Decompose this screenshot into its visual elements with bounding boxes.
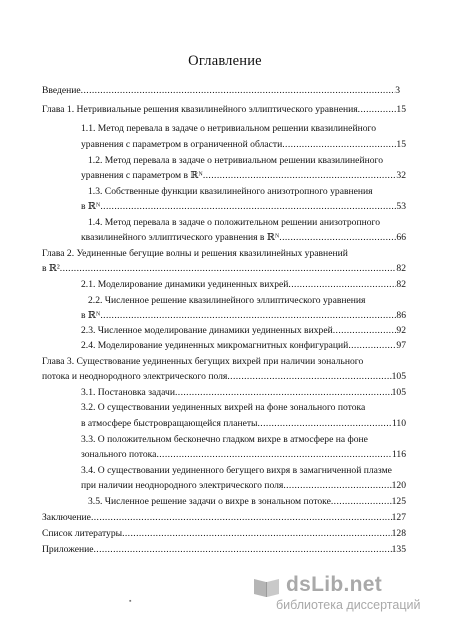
watermark (248, 573, 438, 613)
toc-entry-text: при наличии неоднородного электрического поля (81, 480, 284, 491)
toc-entry-page: 110 (391, 418, 406, 429)
dot-leader (60, 263, 397, 275)
toc-entry (42, 85, 400, 97)
toc-entry-text: Введение (42, 85, 81, 96)
toc-entry (88, 496, 406, 508)
toc-entry-page: 66 (396, 232, 406, 243)
toc-entry-page: 15 (396, 139, 406, 150)
dot-leader (91, 512, 392, 524)
dot-leader (227, 371, 391, 383)
toc-entry-text: Глава 1. Нетривиальные решения квазилинейного эллиптического уравнения (42, 104, 358, 115)
toc-entry (81, 340, 406, 352)
toc-entry-page: 15 (396, 104, 406, 115)
toc-entry-text: в ℝᴺ (81, 201, 101, 212)
toc-entry-text: Глава 3. Существование уединенных бегущих вихрей при наличии зонального (42, 356, 364, 367)
toc-entry-page: 135 (391, 544, 406, 555)
toc-entry (81, 418, 406, 430)
toc-entry-page: 125 (391, 496, 406, 507)
watermark-subtitle: библиотека диссертаций (276, 598, 421, 612)
dot-leader (279, 232, 396, 244)
toc-entry-text: потока и неоднородного электрического поля (42, 371, 228, 382)
watermark-name: dsLib.net (286, 573, 383, 596)
dot-leader (175, 387, 392, 399)
toc-entry (42, 528, 406, 540)
toc-entry (88, 186, 373, 198)
toc-entry-text: квазилинейного эллиптического уравнения в ℝᴺ (81, 232, 280, 243)
toc-entry (81, 325, 406, 337)
toc-entry-text: 2.4. Моделирование уединенных микромагнитных конфигураций (81, 340, 349, 351)
dot-leader (333, 325, 397, 337)
toc-entry-text: 1.2. Метод перевала в задаче о нетривиальном решении квазилинейного (88, 155, 384, 166)
toc-entry (42, 263, 406, 275)
toc-entry-text: 3.1. Постановка задачи (81, 387, 175, 398)
toc-entry-text: 2.2. Численное решение квазилинейного эллиптического уравнения (88, 295, 366, 306)
toc-entry (42, 371, 406, 383)
toc-entry-text: 1.4. Метод перевала в задаче о положительном решении анизотропного (88, 217, 380, 228)
dot-leader (100, 310, 396, 322)
toc-entry-page: 120 (391, 480, 406, 491)
toc-entry (81, 139, 406, 151)
dot-leader (258, 418, 392, 430)
toc-entry (81, 170, 406, 182)
toc-entry-page: 82 (396, 279, 406, 290)
toc-entry (81, 310, 406, 322)
toc-entry-text: в ℝ² (42, 263, 60, 274)
toc-entry (81, 232, 406, 244)
dot-leader (283, 480, 391, 492)
dot-leader (203, 170, 397, 182)
toc-entry-text: Приложение (42, 544, 94, 555)
dot-leader (358, 104, 397, 116)
toc-entry-text: в ℝᴺ (81, 310, 101, 321)
toc-entry (81, 480, 406, 492)
toc-entry-page: 128 (391, 528, 406, 539)
toc-entry-page: 53 (396, 201, 406, 212)
toc-entry (81, 434, 368, 446)
toc-entry (81, 123, 376, 135)
toc-entry-page: 92 (396, 325, 406, 336)
dot-leader (122, 528, 392, 540)
toc-entry-text: уравнения с параметром в ℝᴺ (81, 170, 203, 181)
toc-entry (81, 449, 406, 461)
toc-entry-page: 86 (396, 310, 406, 321)
dot-leader (282, 139, 396, 151)
page-title: Оглавление (188, 53, 262, 69)
toc-entry-text: 3.3. О положительном бесконечно гладком вихре в атмосфере на фоне (81, 434, 368, 445)
toc-entry-page: 32 (396, 170, 406, 181)
toc-entry-text: 1.1. Метод перевала в задаче о нетривиальном решении квазилинейного (81, 123, 377, 134)
toc-entry-page: 97 (396, 340, 406, 351)
toc-entry-page: 116 (391, 449, 406, 460)
toc-entry-text: 3.4. О существовании уединенного бегущего вихря в замагниченной плазме (81, 465, 392, 476)
toc-entry-text: 2.3. Численное моделирование динамики уединенных вихрей (81, 325, 333, 336)
toc-entry (81, 465, 392, 477)
toc-entry-text: Глава 2. Уединенные бегущие волны и решения квазилинейных уравнений (42, 248, 348, 259)
dot-leader (81, 85, 396, 97)
toc-entry (42, 104, 406, 116)
toc-entry-page: 105 (391, 371, 406, 382)
toc-entry-text: 1.3. Собственные функции квазилинейного анизотропного уравнения (88, 186, 373, 197)
toc-entry-text: 2.1. Моделирование динамики уединенных вихрей (81, 279, 289, 290)
toc-entry-text: Список литературы (42, 528, 123, 539)
toc-entry-text: в атмосфере быстровращающейся планеты (81, 418, 258, 429)
toc-entry-text: зонального потока (81, 449, 157, 460)
toc-entry (88, 295, 365, 307)
toc-entry (42, 356, 363, 368)
toc-entry-text: Заключение (42, 512, 91, 523)
dot-leader (156, 449, 392, 461)
scan-speck: ▪ (129, 597, 132, 605)
toc-entry (42, 544, 406, 556)
toc-entry-text: 3.2. О существовании уединенных вихрей на фоне зонального потока (81, 402, 366, 413)
dot-leader (331, 496, 392, 508)
toc-entry (81, 201, 406, 213)
toc-entry (42, 512, 406, 524)
toc-entry (42, 248, 348, 260)
toc-entry-page: 82 (396, 263, 406, 274)
toc-entry (88, 155, 383, 167)
toc-entry (81, 402, 365, 414)
toc-entry (81, 387, 406, 399)
dot-leader (94, 544, 392, 556)
toc-entry-page: 3 (395, 85, 400, 96)
dot-leader (100, 201, 396, 213)
dot-leader (348, 340, 396, 352)
book-logo-icon (252, 575, 282, 599)
toc-entry-text: уравнения с параметром в ограниченной области (81, 139, 283, 150)
toc-entry-text: 3.5. Численное решение задачи о вихре в зональном потоке (88, 496, 331, 507)
toc-entry-page: 105 (391, 387, 406, 398)
toc-entry (88, 217, 380, 229)
toc-entry (81, 279, 406, 291)
dot-leader (288, 279, 396, 291)
toc-entry-page: 127 (391, 512, 406, 523)
